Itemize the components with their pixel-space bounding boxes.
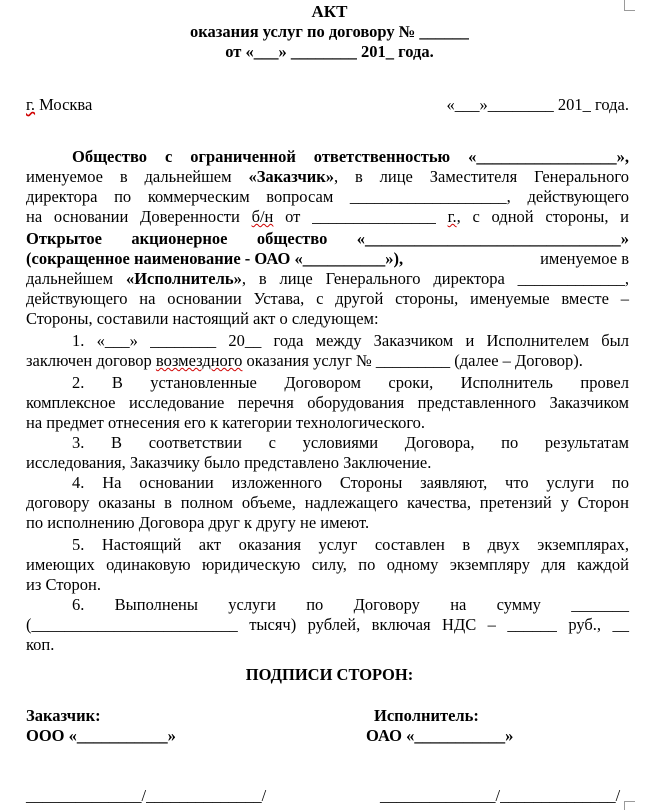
document-subtitle: оказания услуг по договору № ______ — [190, 22, 469, 41]
text-span: дальнейшем — [26, 269, 126, 288]
text-span: , в лице Заместителя Генерального — [334, 167, 629, 186]
item-line: на предмет отнесения его к категории технологического. — [26, 413, 426, 432]
text-span: оказания услуг № _________ (далее – Договор). — [242, 351, 583, 370]
city-abbr: г. — [26, 95, 36, 114]
item-line: 6. Выполнены услуги по Договору на сумму _______ — [72, 595, 629, 614]
text-span: возмездного — [155, 351, 243, 370]
executor-label: Исполнитель: — [374, 706, 479, 725]
item-line: 2. В установленные Договором сроки, Исполнитель провел — [72, 373, 629, 392]
text-span: б/н — [251, 207, 274, 226]
text-span: г. — [447, 207, 457, 226]
item-line: договору оказаны в полном объеме, надлежащего качества, претензий у Сторон — [26, 493, 629, 512]
text-span: заключен договор — [26, 351, 156, 370]
signatures-title: ПОДПИСИ СТОРОН: — [245, 665, 414, 684]
item-line: из Сторон. — [26, 575, 101, 594]
paragraph-line — [26, 269, 629, 289]
paragraph-line — [26, 207, 629, 227]
paragraph-line — [26, 167, 629, 187]
item-line: 5. Настоящий акт оказания услуг составлен в двух экземплярах, — [72, 535, 629, 554]
paragraph-line: Общество с ограниченной ответственностью «_________________», — [72, 147, 629, 166]
text-span: именуемое в дальнейшем — [26, 167, 249, 186]
document-title: АКТ — [311, 2, 348, 21]
item-line: 4. На основании изложенного Стороны заявляют, что услуги по — [72, 473, 629, 492]
paragraph-line — [26, 249, 629, 269]
item-line: по исполнению Договора друг к другу не имеют. — [26, 513, 370, 532]
text-span: , в лице Генерального директора _____________, — [241, 269, 629, 288]
city-date: «___»________ 201_ года. — [446, 95, 629, 114]
executor-term: «Исполнитель» — [125, 269, 242, 288]
text-span: , с одной стороны, и — [456, 207, 630, 226]
item-line: исследования, Заказчику было представлено Заключение. — [26, 453, 432, 472]
paragraph-line: действующего на основании Устава, с другой стороны, именуемые вместе – — [26, 289, 629, 308]
text-span: (сокращенное наименование - ОАО «__________»), — [26, 249, 404, 268]
item-line: 1. «___» ________ 20__ года между Заказчиком и Исполнителем был — [72, 331, 629, 350]
item-line: коп. — [26, 635, 55, 654]
paragraph-line: директора по коммерческим вопросам ___________________, действующего — [26, 187, 629, 206]
document-date-line: от «___» ________ 201_ года. — [225, 42, 434, 61]
item-line: имеющих одинаковую юридическую силу, по одному экземпляру для каждой — [26, 555, 629, 574]
executor-signature-line: ______________/______________/ — [380, 786, 621, 805]
city-name: Москва — [39, 95, 93, 114]
customer-label: Заказчик: — [26, 706, 101, 725]
customer-signature-line: ______________/______________/ — [26, 786, 267, 805]
text-span: именуемое в — [540, 249, 629, 268]
executor-org: ОАО «___________» — [366, 726, 514, 745]
customer-org: ООО «___________» — [26, 726, 176, 745]
page-corner-mark — [624, 801, 635, 810]
city-line — [26, 95, 92, 115]
item-line: (_________________________ тысяч) рублей, включая НДС – ______ руб., __ — [26, 615, 629, 634]
item-line: 3. В соответствии с условиями Договора, по результатам — [72, 433, 629, 452]
text-span: на основании Доверенности — [26, 207, 252, 226]
item-line: комплексное исследование перечня оборудования представленного Заказчиком — [26, 393, 629, 412]
text-span: от _______________ — [273, 207, 448, 226]
paragraph-line: Стороны, составили настоящий акт о следующем: — [26, 309, 379, 328]
item-line — [26, 351, 629, 371]
paragraph-line: Открытое акционерное общество «_______________________________» — [26, 229, 629, 248]
customer-term: «Заказчик» — [248, 167, 335, 186]
